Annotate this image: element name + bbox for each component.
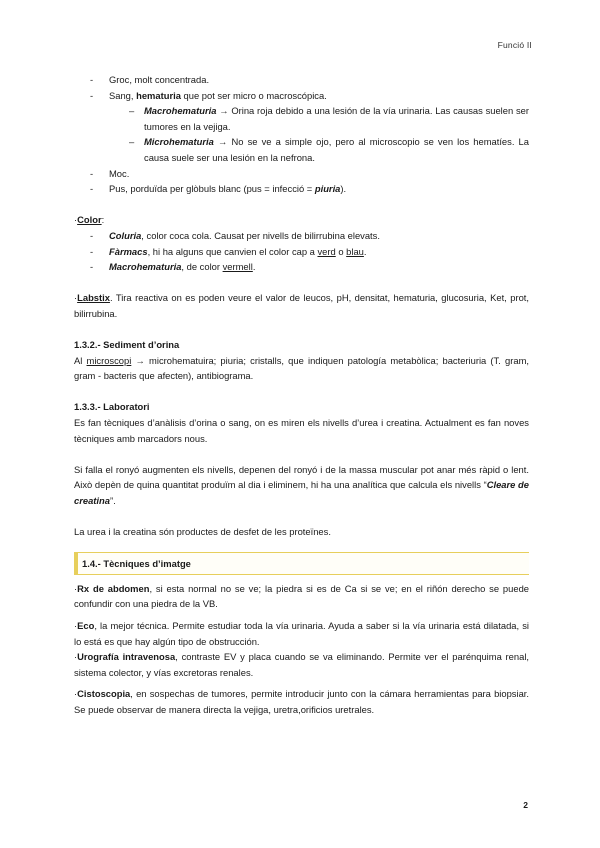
imaging-item-eco: ·Eco, la mejor técnica. Permite estudiar toda la vía urinaria. Ayuda a saber si la vía urinaria está dilatada, si lo está es que hay algún tipo de obstrucción. xyxy=(74,620,529,647)
section-heading-1-3-2: 1.3.2.- Sediment d’orina xyxy=(74,339,180,351)
labstix-paragraph: ·Labstix. Tira reactiva on es poden veure el valor de leucos, pH, densitat, hematuria, glucosuria, Ket, prot, bilirrubina. xyxy=(74,292,529,319)
section-heading-1-3-3: 1.3.3.- Laboratori xyxy=(74,401,150,413)
list-item: - Groc, molt concentrada. xyxy=(90,74,210,85)
imaging-item-urografia: ·Urografía intravenosa, contraste EV y placa cuando se va eliminando. Permite ver el parénquima renal, sistema colector, y vías excretoras renales. xyxy=(74,651,530,678)
list-item: - Coluria, color coca cola. Causat per nivells de bilirrubina elevats. xyxy=(90,229,380,241)
color-heading: ·Color: xyxy=(74,214,105,226)
laboratori-paragraph-3: La urea i la creatina són productes de desfet de les proteïnes. xyxy=(74,526,331,538)
page-number: 2 xyxy=(523,800,528,810)
sub-list-item: – Microhematuria → No se ve a simple ojo, pero al microscopio se ven los hematíes. La causa suele ser una lesión en la nefrona. xyxy=(129,136,529,163)
section-heading-1-4: 1.4.- Tècniques d’imatge xyxy=(74,552,529,575)
list-item: - Pus, porduïda per glòbuls blanc (pus = infecció = piuria). xyxy=(90,183,347,195)
page-header-title: Funció II xyxy=(497,40,532,50)
sediment-paragraph: Al microscopi → microhematuira; piuria; cristalls, que indiquen patología metabòlica; bacteriuria (T. gram, gram - bacteris que afecten), antibiograma. xyxy=(74,354,529,382)
imaging-item-cistoscopia: ·Cistoscopia, en sospechas de tumores, permite introducir junto con la cámara herramientas para biopsiar. Se puede observar de manera directa la vejiga, uretra,orificios uretrales. xyxy=(74,688,529,715)
sub-list-item: – Macrohematuria → Orina roja debido a una lesión de la vía urinaria. Las causas suelen ser tumores en la vejiga. xyxy=(129,105,529,132)
list-item: - Sang, hematuria que pot ser micro o macroscópica. xyxy=(90,89,327,101)
laboratori-paragraph-1: Es fan tècniques d’anàlisis d’orina o sang, on es miren els nivells d’urea i creatina. Actualment es fan noves tècniques amb marcadors nous. xyxy=(74,417,529,444)
list-item: - Macrohematuria, de color vermell. xyxy=(90,261,256,273)
imaging-item-rx: ·Rx de abdomen, si esta normal no se ve; la piedra si es de Ca si se ve; en el riñón derecho se puede confundir con una piedra de la VB. xyxy=(74,582,529,610)
laboratori-paragraph-2: Si falla el ronyó augmenten els nivells, depenen del ronyó i de la massa muscular pot anar més ràpid o lent. Això depèn de quina quantitat produïm al dia i eliminem, hi ha una analítica que calcula els nivells “Cleare de creatina”. xyxy=(74,463,529,507)
document-body xyxy=(74,72,529,718)
list-item: - Fàrmacs, hi ha alguns que canvien el color cap a verd o blau. xyxy=(90,245,367,257)
list-item: - Moc. xyxy=(90,167,130,179)
